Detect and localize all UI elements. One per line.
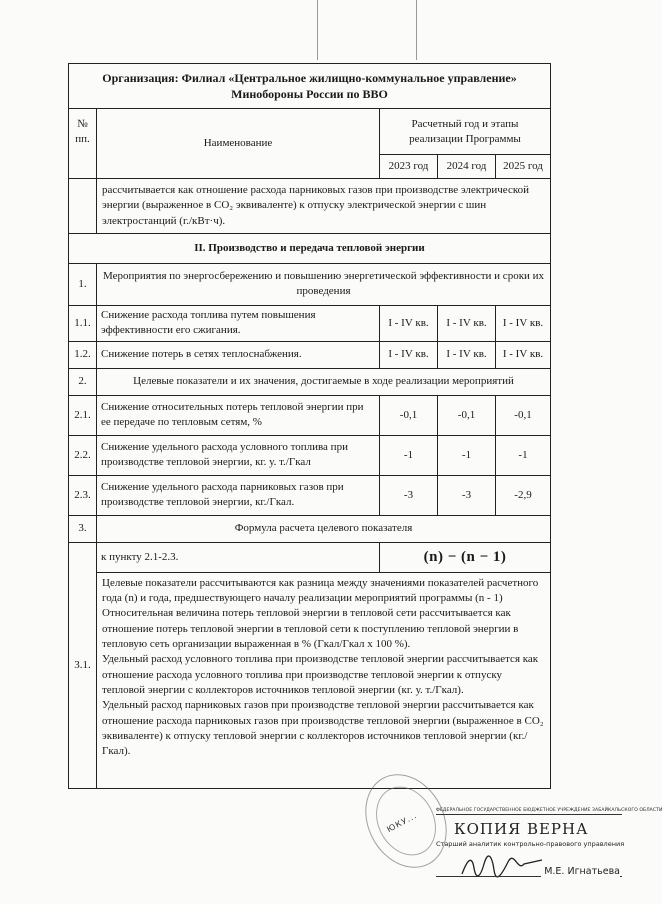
formula-label: к пункту 2.1-2.3.	[97, 542, 380, 572]
section-title: II. Производство и передача тепловой энергии	[69, 233, 551, 263]
value-2025: -2,9	[496, 475, 551, 515]
empty-num-cell	[69, 179, 97, 234]
scan-artifact	[416, 0, 417, 60]
value-2023: I - IV кв.	[380, 305, 438, 341]
value-2024: I - IV кв.	[438, 305, 496, 341]
row-heading: Мероприятия по энергосбережению и повышению энергетической эффективности и сроки их проведения	[97, 263, 551, 305]
value-2025: -1	[496, 435, 551, 475]
value-2023: I - IV кв.	[380, 341, 438, 368]
row-number: 3.	[69, 515, 97, 542]
value-2023: -1	[380, 435, 438, 475]
copy-position: Старший аналитик контрольно-правового управления	[436, 840, 625, 848]
certified-copy-stamp	[436, 808, 662, 882]
row-text: Снижение расхода топлива путем повышения эффективности его сжигания.	[97, 305, 380, 341]
signer-name: М.Е. Игнатьева	[541, 866, 620, 877]
row-number: 2.1.	[69, 395, 97, 435]
row-text: Снижение удельного расхода условного топлива при производстве тепловой энергии, кг. у. т./Гкал	[97, 435, 380, 475]
value-2024: -0,1	[438, 395, 496, 435]
row-number: 2.3.	[69, 475, 97, 515]
year-2025-header: 2025 год	[496, 155, 551, 179]
col-period-header: Расчетный год и этапы реализации Программы	[380, 109, 551, 155]
value-2024: -1	[438, 435, 496, 475]
value-2024: -3	[438, 475, 496, 515]
continuation-text: рассчитывается как отношение расхода парниковых газов при производстве электрической энергии (выраженное в CO₂ эквиваленте) к отпуску электрической энергии с шин электростанций (г./кВт·ч).	[97, 179, 551, 234]
value-2025: -0,1	[496, 395, 551, 435]
value-2023: -3	[380, 475, 438, 515]
row-number: 2.	[69, 368, 97, 395]
year-2023-header: 2023 год	[380, 155, 438, 179]
row-heading: Целевые показатели и их значения, достигаемые в ходе реализации мероприятий	[97, 368, 551, 395]
scan-artifact	[317, 0, 318, 60]
seal-text: ЮКУ...	[385, 810, 419, 835]
row-number: 2.2.	[69, 435, 97, 475]
row-number: 3.1.	[69, 542, 97, 788]
organization-title: Организация: Филиал «Центральное жилищно-коммунальное управление» Минобороны России по ВВО	[69, 64, 551, 109]
formula-description: Целевые показатели рассчитываются как разница между значениями показателей расчетного года (n) и года, предшествующего началу реализации мероприятий программы (n - 1) Относительная величина потерь тепловой энергии в тепловой сети рассчитывается как отношение потерь тепловой энергии в тепловой сети к поступлению тепловой энергии в тепловую сеть организации выраженная в % (Гкал/Гкал х 100 %). Удельный расход условного топлива при производстве тепловой энергии рассчитывается как отношение расхода условного топлива при производстве тепловой энергии к отпуску тепловой энергии с коллекторов источников тепловой энергии (кг. у. т./Гкал). Удельный расход парниковых газов при производстве тепловой энергии рассчитывается как отношение расхода парниковых газов при производстве тепловой энергии (выраженное в CO₂ эквиваленте) к отпуску тепловой энергии с коллекторов источников тепловой энергии (кг./Гкал).	[97, 572, 551, 788]
copy-title: КОПИЯ ВЕРНА	[454, 820, 589, 838]
row-heading: Формула расчета целевого показателя	[97, 515, 551, 542]
copy-org-line: ФЕДЕРАЛЬНОЕ ГОСУДАРСТВЕННОЕ БЮДЖЕТНОЕ УЧРЕЖДЕНИЕ ЗАБАЙКАЛЬСКОГО ОБЛАСТИ	[436, 808, 662, 813]
value-2023: -0,1	[380, 395, 438, 435]
value-2025: I - IV кв.	[496, 305, 551, 341]
year-2024-header: 2024 год	[438, 155, 496, 179]
value-2024: I - IV кв.	[438, 341, 496, 368]
col-name-header: Наименование	[97, 109, 380, 179]
value-2025: I - IV кв.	[496, 341, 551, 368]
col-number-header: № пп.	[69, 109, 97, 179]
row-text: Снижение удельного расхода парниковых газов при производстве тепловой энергии, кг./Гкал.	[97, 475, 380, 515]
row-number: 1.2.	[69, 341, 97, 368]
program-table	[68, 63, 551, 789]
row-number: 1.1.	[69, 305, 97, 341]
row-text: Снижение потерь в сетях теплоснабжения.	[97, 341, 380, 368]
row-text: Снижение относительных потерь тепловой энергии при ее передаче по тепловым сетям, %	[97, 395, 380, 435]
row-number: 1.	[69, 263, 97, 305]
formula-expression: (n) − (n − 1)	[380, 542, 551, 572]
